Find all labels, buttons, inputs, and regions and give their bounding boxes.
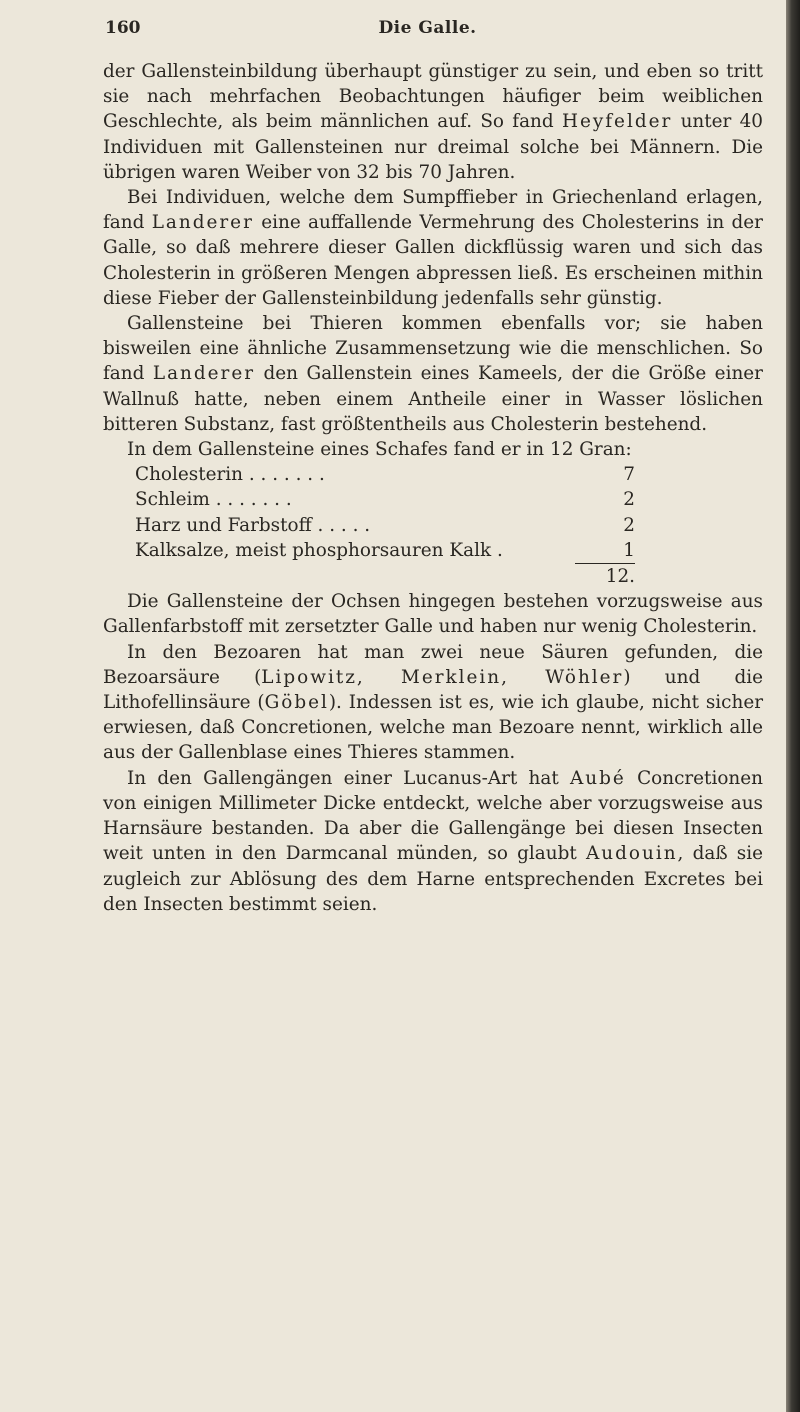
- page-header: [105, 18, 750, 48]
- table-row: Harz und Farbstoff . . . . . 2: [135, 514, 635, 536]
- paragraph-6: In den Bezoaren hat man zwei neue Säuren gefunden, die Bezoarsäure (Lipowitz, Merklein, Wöhler) und die Lithofellinsäure (Göbel). Indessen ist es, wie ich glaube, nicht sicher erwiesen, daß Concretionen, welche man Bezoare nennt, wirklich alle aus der Gallenblase eines Thieres stammen.: [103, 641, 764, 764]
- table-row: Kalksalze, meist phosphorsauren Kalk . 1: [135, 539, 635, 562]
- paragraph-3: Gallensteine bei Thieren kommen ebenfalls vor; sie haben bisweilen eine ähnliche Zusammensetzung wie die menschlichen. So fand Landerer den Gallenstein eines Kameels, der die Größe einer Wallnuß hatte, neben einem Antheile einer in Wasser löslichen bitteren Substanz, fast größtentheils aus Cholesterin bestehend.: [103, 313, 763, 435]
- composition-table: [135, 462, 635, 589]
- paragraph-1: der Gallensteinbildung überhaupt günstiger zu sein, und eben so tritt sie nach mehrfachen Beobachtungen häufiger beim weiblichen Geschlechte, als beim männlichen auf. So fand Heyfelder unter 40 Individuen mit Gallensteinen nur dreimal solche bei Männern. Die übrigen waren Weiber von 32 bis 70 Jahren.: [103, 61, 763, 183]
- paragraph-2: Bei Individuen, welche dem Sumpffieber in Griechenland erlagen, fand Landerer eine auffallende Vermehrung des Cholesterins in der Galle, so daß mehrere dieser Gallen dickflüssig waren und sich das Cholesterin in größeren Mengen abpressen ließ. Es erscheinen mithin diese Fieber der Gallensteinbildung jedenfalls sehr günstig.: [103, 187, 763, 309]
- table-row: Schleim . . . . . . . 2: [135, 489, 635, 511]
- running-title: Die Galle.: [378, 18, 477, 38]
- paragraph-4: In dem Gallensteine eines Schafes fand er in 12 Gran:: [127, 439, 632, 461]
- paragraph-7: In den Gallengängen einer Lucanus-Art hat Aubé Concretionen von einigen Millimeter Dicke entdeckt, welche aber vorzugsweise aus Harnsäure bestanden. Da aber die Gallengänge bei diesen Insecten weit unten in den Darmcanal münden, so glaubt Audouin, daß sie zugleich zur Ablösung des dem Harne entsprechenden Excretes bei den Insecten bestimmt seien.: [103, 767, 764, 915]
- page-body: [103, 59, 763, 917]
- paragraph-5: Die Gallensteine der Ochsen hingegen bestehen vorzugsweise aus Gallenfarbstoff mit zersetzter Galle und haben nur wenig Cholesterin.: [103, 591, 763, 638]
- table-total-row: 12.: [135, 564, 635, 590]
- table-row: Cholesterin . . . . . . . 7: [135, 464, 635, 486]
- book-spine-edge: [786, 0, 800, 1412]
- page-number: 160: [105, 18, 141, 38]
